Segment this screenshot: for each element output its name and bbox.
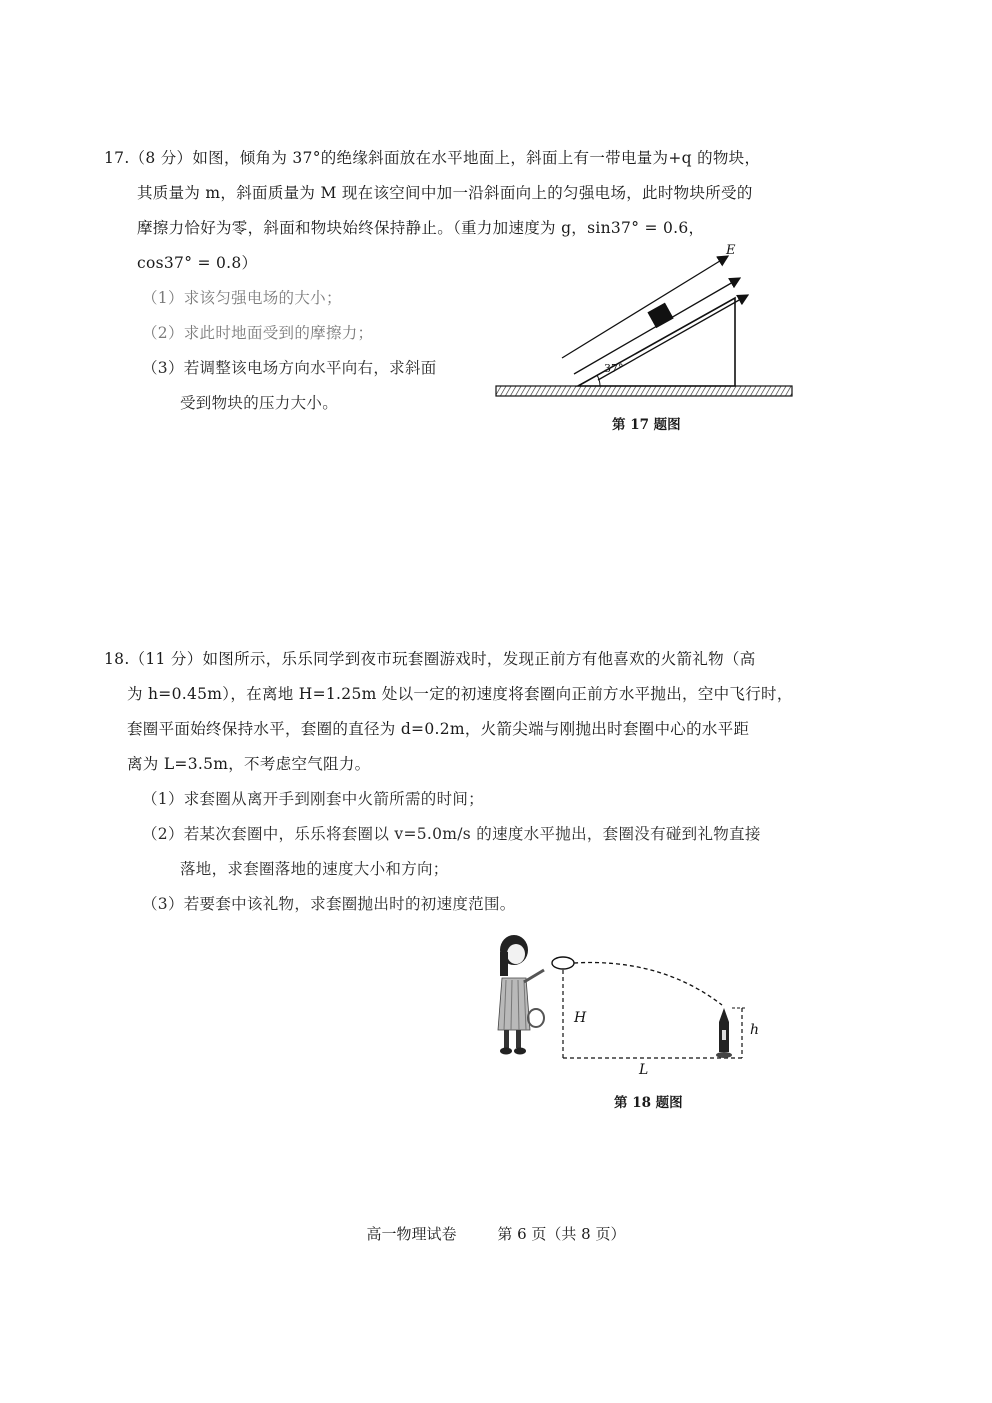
- figure-18-ring-toss-diagram: [486, 930, 776, 1080]
- question-18: [104, 642, 824, 922]
- rocket-gift: [716, 1008, 732, 1058]
- q17-line-3: 摩擦力恰好为零，斜面和物块始终保持静止。（重力加速度为 g，sin37° = 0.6，: [137, 219, 705, 237]
- label-h-big: H: [574, 1010, 587, 1026]
- q17-line-1: 17.（8 分）如图，倾角为 37°的绝缘斜面放在水平地面上，斜面上有一带电量为+q 的物块，: [104, 149, 761, 167]
- q17-line-2: 其质量为 m，斜面质量为 M 现在该空间中加一沿斜面向上的匀强电场，此时物块所受的: [137, 184, 753, 202]
- q17-sub-1: （1）求该匀强电场的大小；: [142, 289, 342, 307]
- label-l: L: [639, 1062, 649, 1078]
- q17-sub-4: 受到物块的压力大小。: [180, 394, 339, 412]
- q17-sub-2: （2）求此时地面受到的摩擦力；: [142, 324, 374, 342]
- charged-block: [647, 303, 673, 328]
- q18-line-4: 离为 L=3.5m，不考虑空气阻力。: [127, 755, 371, 773]
- footer-page-number: 第 6 页（共 8 页）: [497, 1225, 626, 1243]
- angle-arc: [597, 375, 600, 386]
- q18-line-3: 套圈平面始终保持水平，套圈的直径为 d=0.2m，火箭尖端与刚抛出时套圈中心的水平距: [127, 720, 750, 738]
- field-line-upper: [562, 256, 728, 358]
- label-h-small: h: [750, 1022, 760, 1038]
- q18-sub-2: （2）若某次套圈中，乐乐将套圈以 v=5.0m/s 的速度水平抛出，套圈没有碰到礼物直接: [142, 825, 761, 843]
- q18-sub-1: （1）求套圈从离开手到刚套中火箭所需的时间；: [142, 790, 484, 808]
- figure-17-caption: 第 17 题图: [612, 417, 681, 433]
- angle-label: 37°: [604, 362, 624, 375]
- ground-hatch: [496, 386, 792, 396]
- throwing-ring: [552, 957, 574, 969]
- trajectory-path: [574, 963, 722, 1005]
- page-footer: [0, 1223, 992, 1244]
- figure-18-caption: 第 18 题图: [614, 1095, 683, 1111]
- q18-sub-3: 落地，求套圈落地的速度大小和方向；: [180, 860, 449, 878]
- figure-17-incline-diagram: [490, 240, 800, 410]
- footer-subject: 高一物理试卷: [366, 1225, 457, 1243]
- q18-line-1: 18.（11 分）如图所示，乐乐同学到夜市玩套圈游戏时，发现正前方有他喜欢的火箭礼物（高: [104, 650, 756, 668]
- girl-illustration: [498, 935, 544, 1055]
- q18-sub-4: （3）若要套中该礼物，求套圈抛出时的初速度范围。: [142, 895, 516, 913]
- field-label-e: E: [726, 243, 736, 258]
- q17-line-4: cos37° = 0.8）: [137, 254, 258, 272]
- q17-sub-3: （3）若调整该电场方向水平向右，求斜面: [142, 359, 437, 377]
- q18-line-2: 为 h=0.45m），在离地 H=1.25m 处以一定的初速度将套圈向正前方水平抛出，空中飞行时，: [127, 685, 793, 703]
